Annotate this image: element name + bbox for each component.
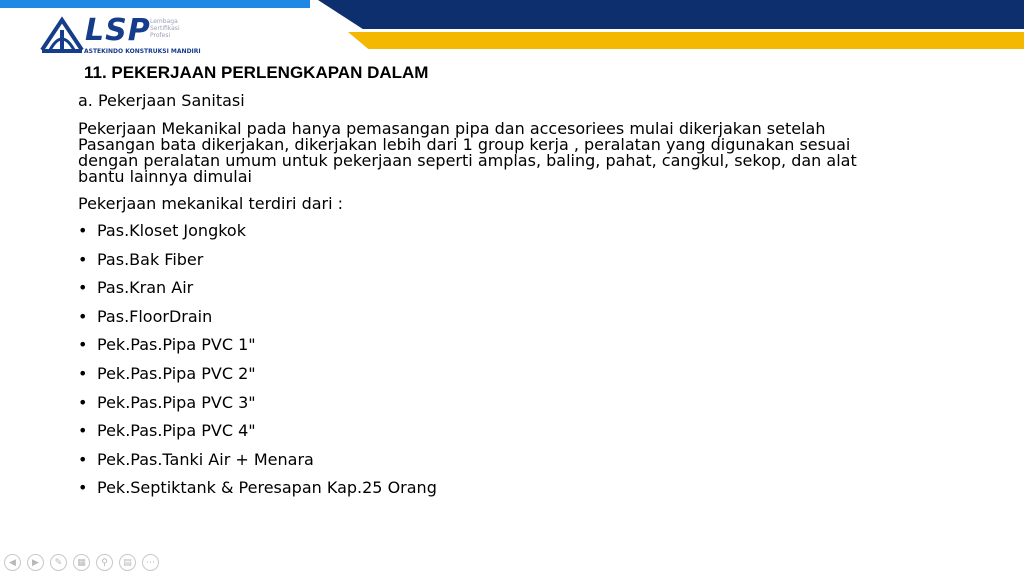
- list-item: • Pek.Pas.Pipa PVC 1": [78, 331, 978, 360]
- slide-subheading: a. Pekerjaan Sanitasi: [78, 91, 245, 110]
- logo-tagline: Lembaga Sertifikasi Profesi: [150, 18, 180, 39]
- list-item: • Pas.Bak Fiber: [78, 246, 978, 275]
- list-item: • Pek.Pas.Tanki Air + Menara: [78, 446, 978, 475]
- logo-brand: LSP: [85, 13, 151, 48]
- header-yellow-band: [348, 32, 1024, 49]
- header-navy-band: [318, 0, 1024, 32]
- list-item: • Pas.Kran Air: [78, 274, 978, 303]
- zoom-icon[interactable]: ⚲: [96, 554, 113, 571]
- header-blue-line: [0, 0, 310, 8]
- list-item: • Pas.FloorDrain: [78, 303, 978, 332]
- arch-emblem-icon: [40, 16, 84, 56]
- pen-icon[interactable]: ✎: [50, 554, 67, 571]
- logo-org-name: ASTEKINDO KONSTRUKSI MANDIRI: [84, 48, 201, 55]
- subtitles-icon[interactable]: ▤: [119, 554, 136, 571]
- next-icon[interactable]: ▶: [27, 554, 44, 571]
- slide-content: [78, 62, 978, 503]
- slides-icon[interactable]: ▦: [73, 554, 90, 571]
- lsp-logo: [40, 13, 201, 58]
- list-intro: Pekerjaan mekanikal terdiri dari :: [78, 194, 344, 213]
- list-item: • Pas.Kloset Jongkok: [78, 217, 978, 246]
- list-item: • Pek.Pas.Pipa PVC 2": [78, 360, 978, 389]
- list-item: • Pek.Pas.Pipa PVC 3": [78, 389, 978, 418]
- description-paragraph: Pekerjaan Mekanikal pada hanya pemasangan pipa dan accesoriees mulai dikerjakan setelah Pasangan bata dikerjakan, dikerjakan lebih dari 1 group kerja , peralatan yang digunakan sesuai dengan peralatan umum untuk pekerjaan seperti amplas, baling, pahat, cangkul, sekop, dan alat bantu lainnya dimulai: [78, 119, 857, 186]
- work-items-list: [78, 217, 978, 503]
- more-icon[interactable]: ⋯: [142, 554, 159, 571]
- slideshow-toolbar: [4, 554, 159, 571]
- previous-icon[interactable]: ◀: [4, 554, 21, 571]
- list-item: • Pek.Pas.Pipa PVC 4": [78, 417, 978, 446]
- slide-title: 11. PEKERJAAN PERLENGKAPAN DALAM: [84, 63, 429, 82]
- list-item: • Pek.Septiktank & Peresapan Kap.25 Orang: [78, 474, 978, 503]
